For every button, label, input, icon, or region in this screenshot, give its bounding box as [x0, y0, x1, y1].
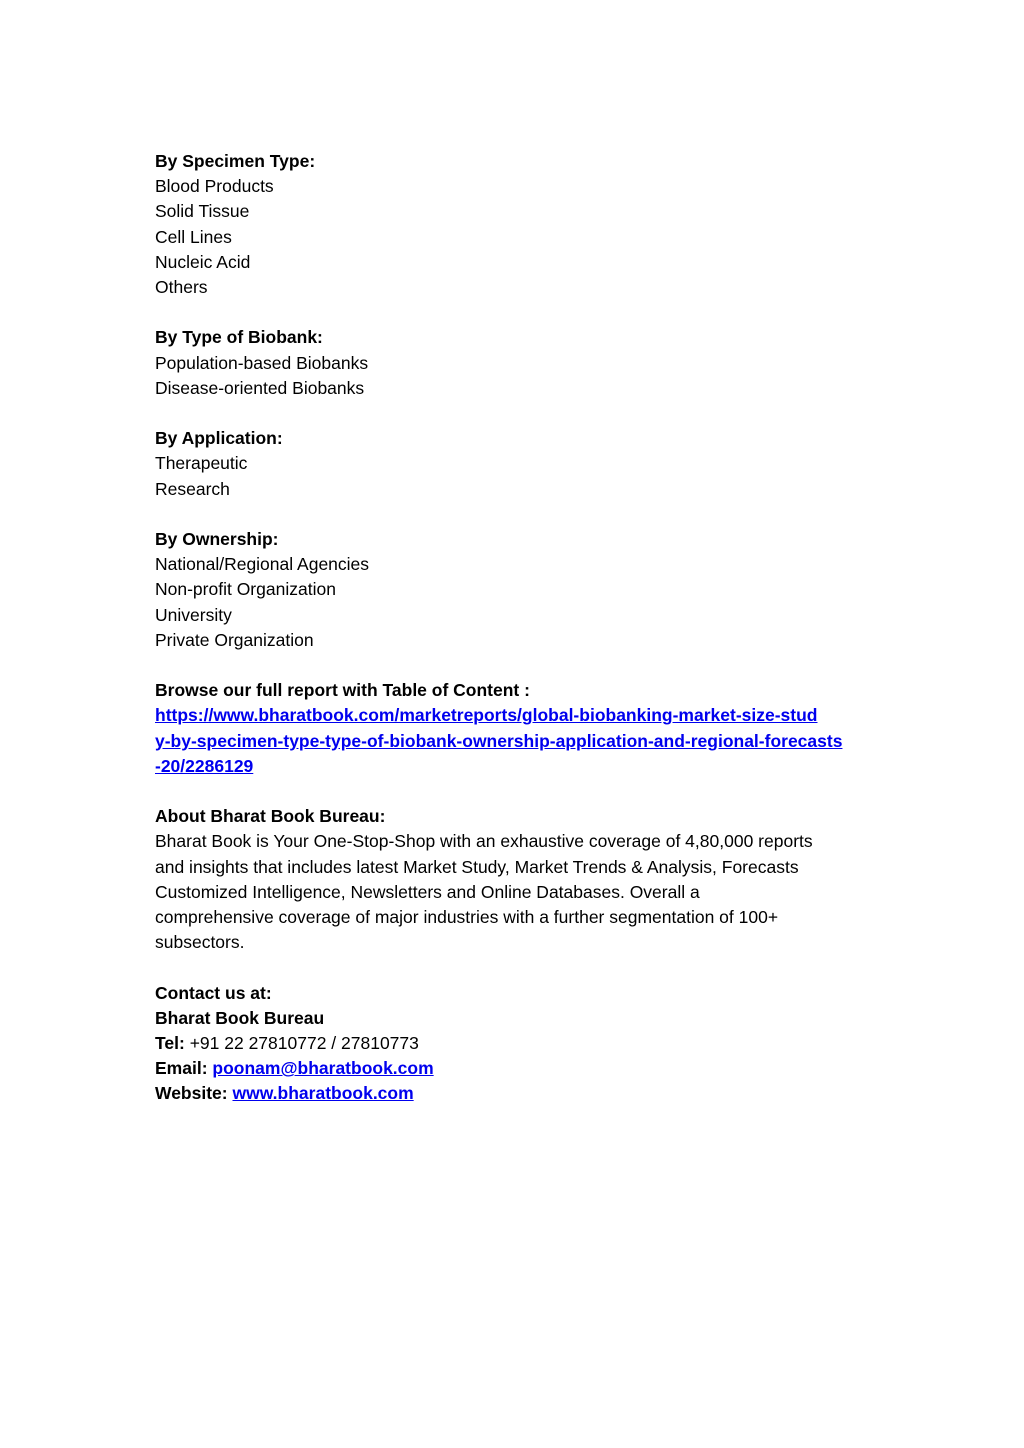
- application-section: [155, 426, 875, 502]
- about-heading: About Bharat Book Bureau:: [155, 806, 386, 827]
- contact-heading: Contact us at:: [155, 982, 272, 1003]
- email-label: Email:: [155, 1058, 208, 1079]
- biobank-type-item: Disease-oriented Biobanks: [155, 377, 365, 398]
- company-name: Bharat Book Bureau: [155, 1007, 325, 1028]
- document-page: [155, 149, 875, 1132]
- about-text-line: Bharat Book is Your One-Stop-Shop with an exhaustive coverage of 4,80,000 reports: [155, 831, 813, 852]
- application-item: Therapeutic: [155, 453, 248, 474]
- about-section: [155, 804, 875, 955]
- ownership-item: Non-profit Organization: [155, 579, 336, 600]
- browse-section: [155, 678, 875, 779]
- application-heading: By Application:: [155, 428, 283, 449]
- specimen-item: Blood Products: [155, 176, 274, 197]
- browse-heading: Browse our full report with Table of Content :: [155, 680, 530, 701]
- report-url-link[interactable]: [155, 703, 875, 779]
- website-link[interactable]: www.bharatbook.com: [232, 1083, 414, 1104]
- tel-value: +91 22 27810772 / 27810773: [184, 1033, 419, 1054]
- application-item: Research: [155, 478, 230, 499]
- contact-section: [155, 981, 875, 1107]
- ownership-section: [155, 527, 875, 653]
- email-line: [155, 1056, 875, 1081]
- report-url-line: https://www.bharatbook.com/marketreports/global-biobanking-market-size-stud: [155, 705, 818, 726]
- specimen-item: Solid Tissue: [155, 201, 250, 222]
- ownership-item: University: [155, 604, 232, 625]
- report-url-line: y-by-specimen-type-type-of-biobank-ownership-application-and-regional-forecasts: [155, 730, 843, 751]
- specimen-heading: By Specimen Type:: [155, 151, 316, 171]
- tel-line: [155, 1031, 875, 1056]
- tel-label: Tel:: [155, 1033, 185, 1054]
- about-text-line: subsectors.: [155, 932, 245, 953]
- email-link[interactable]: poonam@bharatbook.com: [212, 1058, 434, 1079]
- specimen-item: Others: [155, 277, 208, 298]
- specimen-item: Nucleic Acid: [155, 251, 251, 272]
- report-url-line: -20/2286129: [155, 755, 254, 776]
- ownership-heading: By Ownership:: [155, 529, 279, 549]
- specimen-item: Cell Lines: [155, 226, 232, 247]
- about-text-line: and insights that includes latest Market Study, Market Trends & Analysis, Forecasts: [155, 856, 799, 877]
- website-line: [155, 1081, 875, 1106]
- website-label: Website:: [155, 1083, 228, 1104]
- biobank-type-section: [155, 325, 875, 401]
- biobank-type-item: Population-based Biobanks: [155, 352, 369, 373]
- ownership-item: National/Regional Agencies: [155, 554, 370, 575]
- ownership-item: Private Organization: [155, 629, 314, 650]
- biobank-type-heading: By Type of Biobank:: [155, 327, 323, 348]
- about-text-line: Customized Intelligence, Newsletters and Online Databases. Overall a: [155, 881, 700, 902]
- about-text-line: comprehensive coverage of major industries with a further segmentation of 100+: [155, 907, 779, 928]
- specimen-section: [155, 149, 875, 300]
